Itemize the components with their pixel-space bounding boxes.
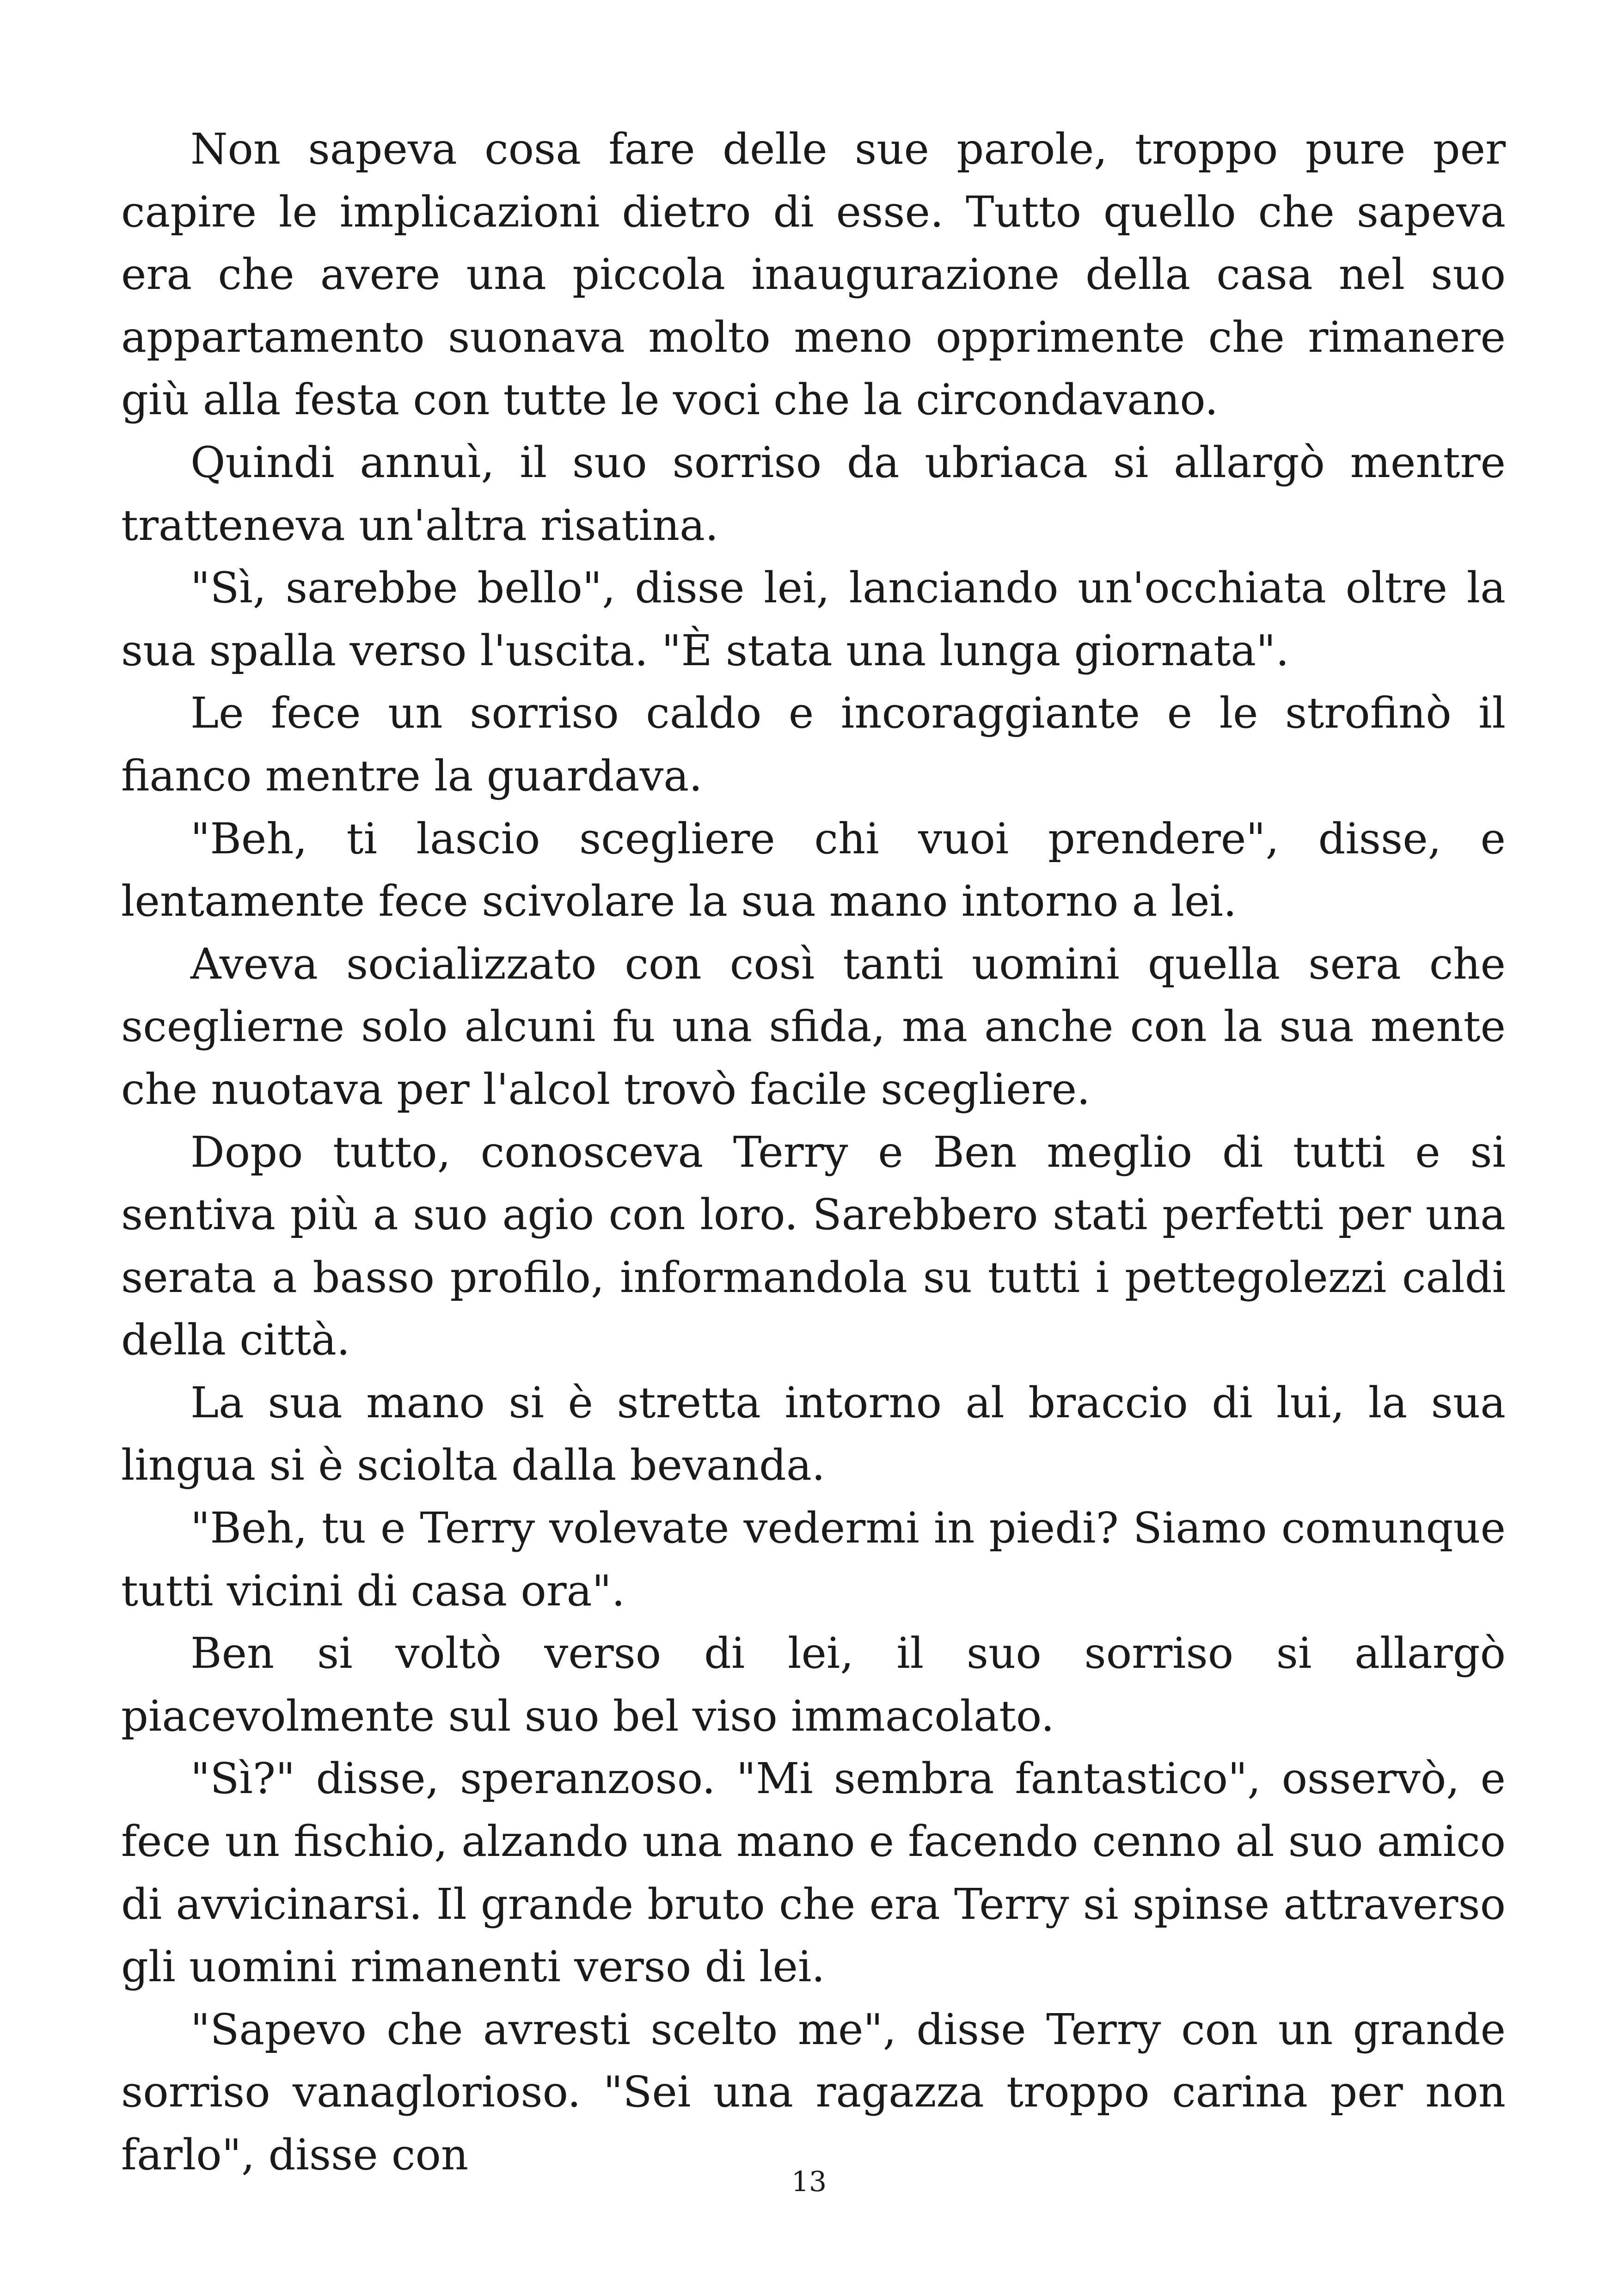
paragraph: Non sapeva cosa fare delle sue parole, troppo pure per capire le implicazioni dietro di esse. Tutto quello che sapeva era che avere una piccola inaugurazione della casa nel suo appartamento suonava molto meno opprimente che rimanere giù alla festa con tutte le voci che la circondavano. <box>121 124 1506 425</box>
paragraph: Ben si voltò verso di lei, il suo sorriso si allargò piacevolmente sul suo bel viso immacolato. <box>121 1629 1506 1741</box>
paragraph: "Sì, sarebbe bello", disse lei, lanciando un'occhiata oltre la sua spalla verso l'uscita. "È stata una lunga giornata". <box>121 563 1506 675</box>
page-number: 13 <box>791 2166 827 2198</box>
paragraph: "Beh, ti lascio scegliere chi vuoi prendere", disse, e lentamente fece scivolare la sua mano intorno a lei. <box>121 814 1506 926</box>
paragraph: La sua mano si è stretta intorno al braccio di lui, la sua lingua si è sciolta dalla bevanda. <box>121 1378 1506 1490</box>
paragraph: Dopo tutto, conosceva Terry e Ben meglio di tutti e si sentiva più a suo agio con loro. Sarebbero stati perfetti per una serata a basso profilo, informandola su tutti i pettegolezzi caldi della città. <box>121 1127 1506 1365</box>
paragraph: Quindi annuì, il suo sorriso da ubriaca si allargò mentre tratteneva un'altra risatina. <box>121 437 1506 550</box>
paragraph: "Sì?" disse, speranzoso. "Mi sembra fantastico", osservò, e fece un fischio, alzando una mano e facendo cenno al suo amico di avvicinarsi. Il grande bruto che era Terry si spinse attraverso gli uomini rimanenti verso di lei. <box>121 1754 1506 1992</box>
body-text <box>121 118 1506 2186</box>
paragraph: Le fece un sorriso caldo e incoraggiante e le strofinò il fianco mentre la guardava. <box>121 688 1506 801</box>
paragraph: "Sapevo che avresti scelto me", disse Terry con un grande sorriso vanaglorioso. "Sei una ragazza troppo carina per non farlo", disse con <box>121 2004 1506 2180</box>
paragraph: "Beh, tu e Terry volevate vedermi in piedi? Siamo comunque tutti vicini di casa ora". <box>121 1503 1506 1616</box>
paragraph: Aveva socializzato con così tanti uomini quella sera che sceglierne solo alcuni fu una sfida, ma anche con la sua mente che nuotava per l'alcol trovò facile scegliere. <box>121 939 1506 1114</box>
